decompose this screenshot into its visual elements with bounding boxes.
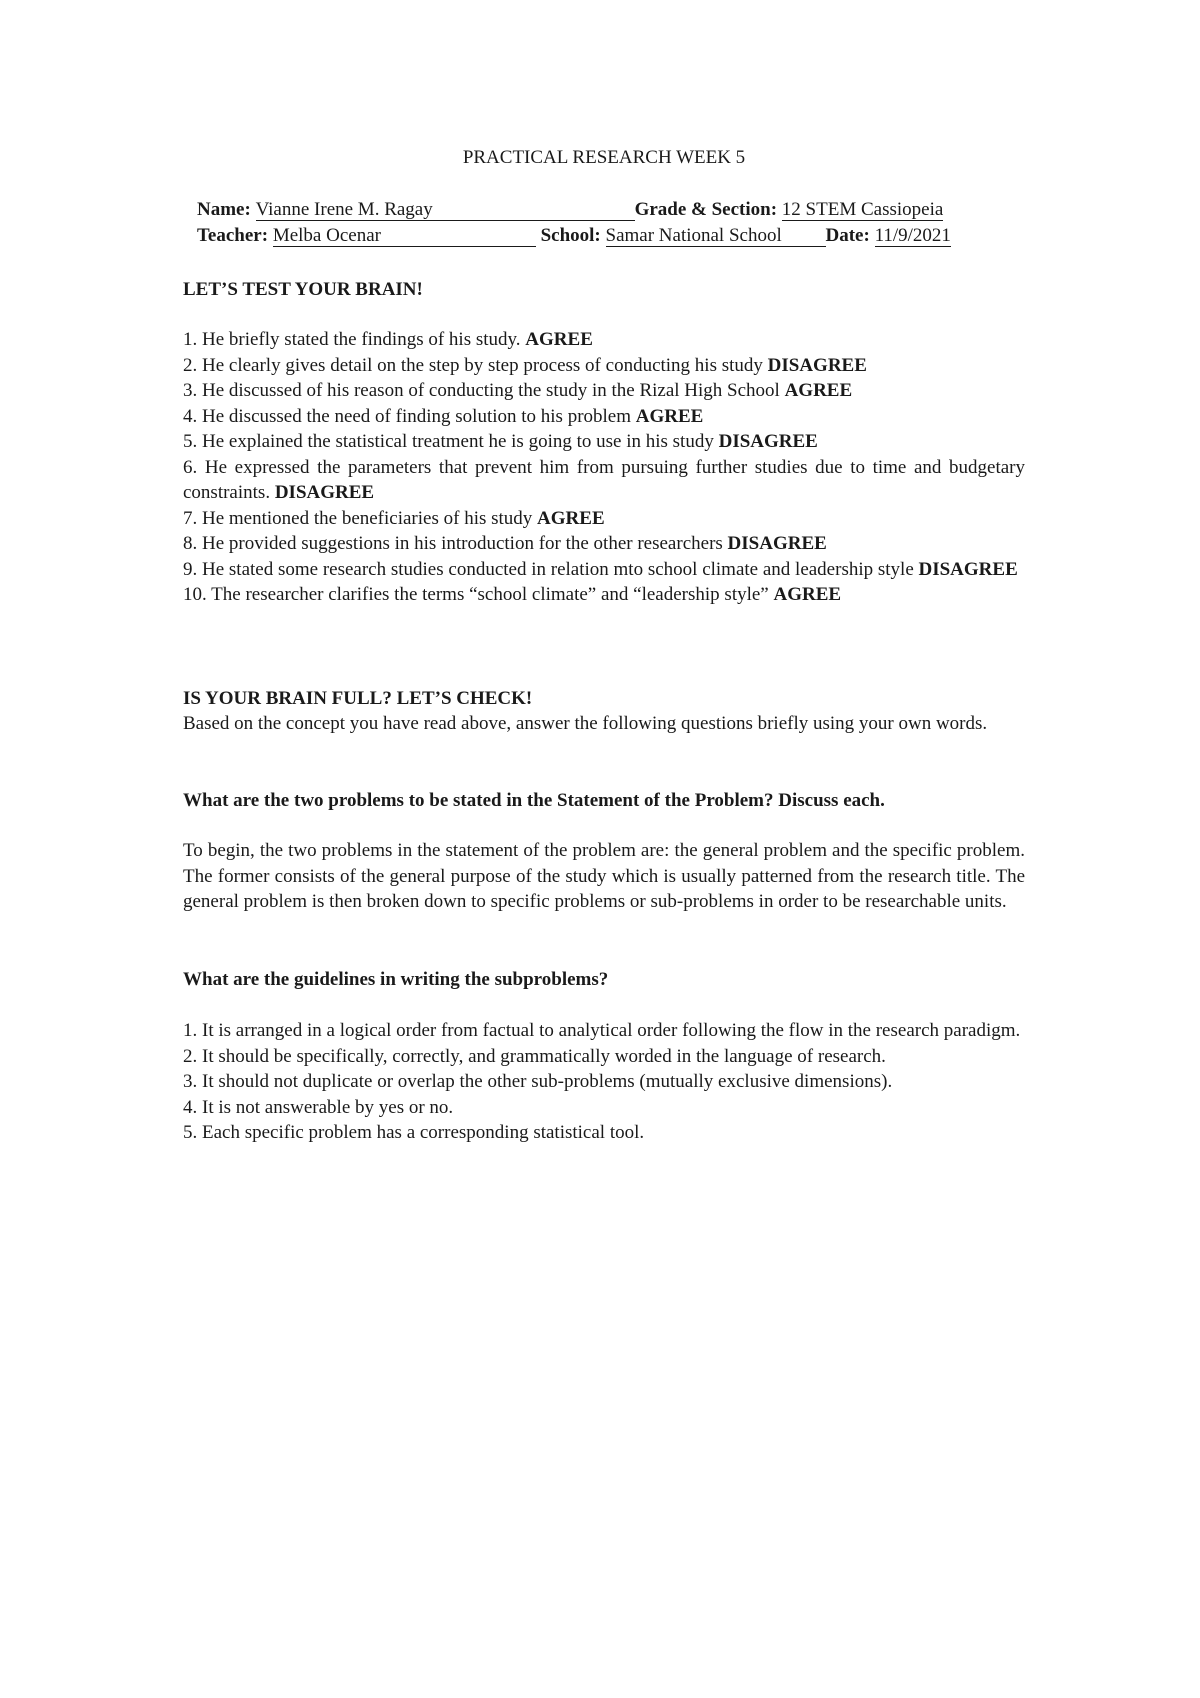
list-item: 4. It is not answerable by yes or no.	[183, 1096, 454, 1118]
name-label: Name:	[197, 199, 251, 220]
list-item: 8. He provided suggestions in his introduction for the other researchers DISAGREE	[183, 533, 827, 554]
answer-label: AGREE	[537, 507, 605, 529]
name-value: Vianne Irene M. Ragay	[256, 200, 635, 221]
teacher-label: Teacher:	[197, 225, 269, 246]
date-label: Date:	[825, 225, 870, 246]
list-item: 4. He discussed the need of finding solution to his problem AGREE	[183, 405, 704, 427]
question-2: What are the guidelines in writing the subproblems?	[183, 969, 609, 990]
answer-label: DISAGREE	[727, 533, 827, 554]
list-item: 1. He briefly stated the findings of his study. AGREE	[183, 329, 593, 350]
school-value: Samar National School	[606, 226, 826, 247]
answer-label: DISAGREE	[767, 354, 867, 376]
check-instructions: Based on the concept you have read above, answer the following questions briefly using your own words.	[183, 713, 988, 734]
answer-label: AGREE	[525, 329, 593, 350]
test-items-list	[183, 327, 1025, 608]
grade-label: Grade & Section:	[634, 199, 778, 220]
question-1: What are the two problems to be stated in the Statement of the Problem? Discuss each.	[183, 790, 885, 811]
teacher-value: Melba Ocenar	[273, 226, 536, 247]
school-label: School:	[540, 225, 601, 246]
guidelines-list	[183, 1018, 1025, 1146]
answer-label: DISAGREE	[718, 431, 818, 452]
test-heading: LET’S TEST YOUR BRAIN!	[183, 279, 423, 300]
list-item: 9. He stated some research studies conducted in relation mto school climate and leadership style DISAGREE	[183, 558, 1018, 580]
answer-1: To begin, the two problems in the statement of the problem are: the general problem and the specific problem. The former consists of the general purpose of the study which is usually patterned from the research title. The general problem is then broken down to specific problems or sub-problems in order to be researchable units.	[183, 840, 1025, 912]
answer-label: DISAGREE	[918, 558, 1018, 580]
list-item: 2. It should be specifically, correctly, and grammatically worded in the language of research.	[183, 1045, 886, 1067]
answer-label: DISAGREE	[274, 482, 375, 503]
list-item: 5. Each specific problem has a corresponding statistical tool.	[183, 1122, 645, 1143]
page-title: PRACTICAL RESEARCH WEEK 5	[462, 147, 746, 168]
answer-label: AGREE	[635, 405, 704, 427]
list-item: 6. He expressed the parameters that prevent him from pursuing further studies due to time and budgetary constraints. DISAGREE	[183, 456, 1025, 503]
list-item: 1. It is arranged in a logical order from factual to analytical order following the flow in the research paradigm.	[183, 1020, 1021, 1041]
list-item: 2. He clearly gives detail on the step by step process of conducting his study DISAGREE	[183, 354, 867, 376]
list-item: 5. He explained the statistical treatment he is going to use in his study DISAGREE	[183, 431, 818, 452]
info-line-teacher-school-date	[197, 223, 951, 249]
date-value: 11/9/2021	[874, 225, 951, 246]
check-heading: IS YOUR BRAIN FULL? LET’S CHECK!	[183, 688, 533, 709]
list-item: 10. The researcher clarifies the terms “school climate” and “leadership style” AGREE	[183, 584, 842, 605]
list-item: 7. He mentioned the beneficiaries of his study AGREE	[183, 507, 605, 529]
list-item: 3. He discussed of his reason of conducting the study in the Rizal High School AGREE	[183, 380, 853, 401]
list-item: 3. It should not duplicate or overlap the other sub-problems (mutually exclusive dimensions).	[183, 1071, 893, 1092]
answer-label: AGREE	[784, 380, 853, 401]
grade-value: 12 STEM Cassiopeia	[781, 199, 944, 220]
answer-label: AGREE	[773, 584, 842, 605]
info-line-name-grade	[197, 197, 943, 223]
